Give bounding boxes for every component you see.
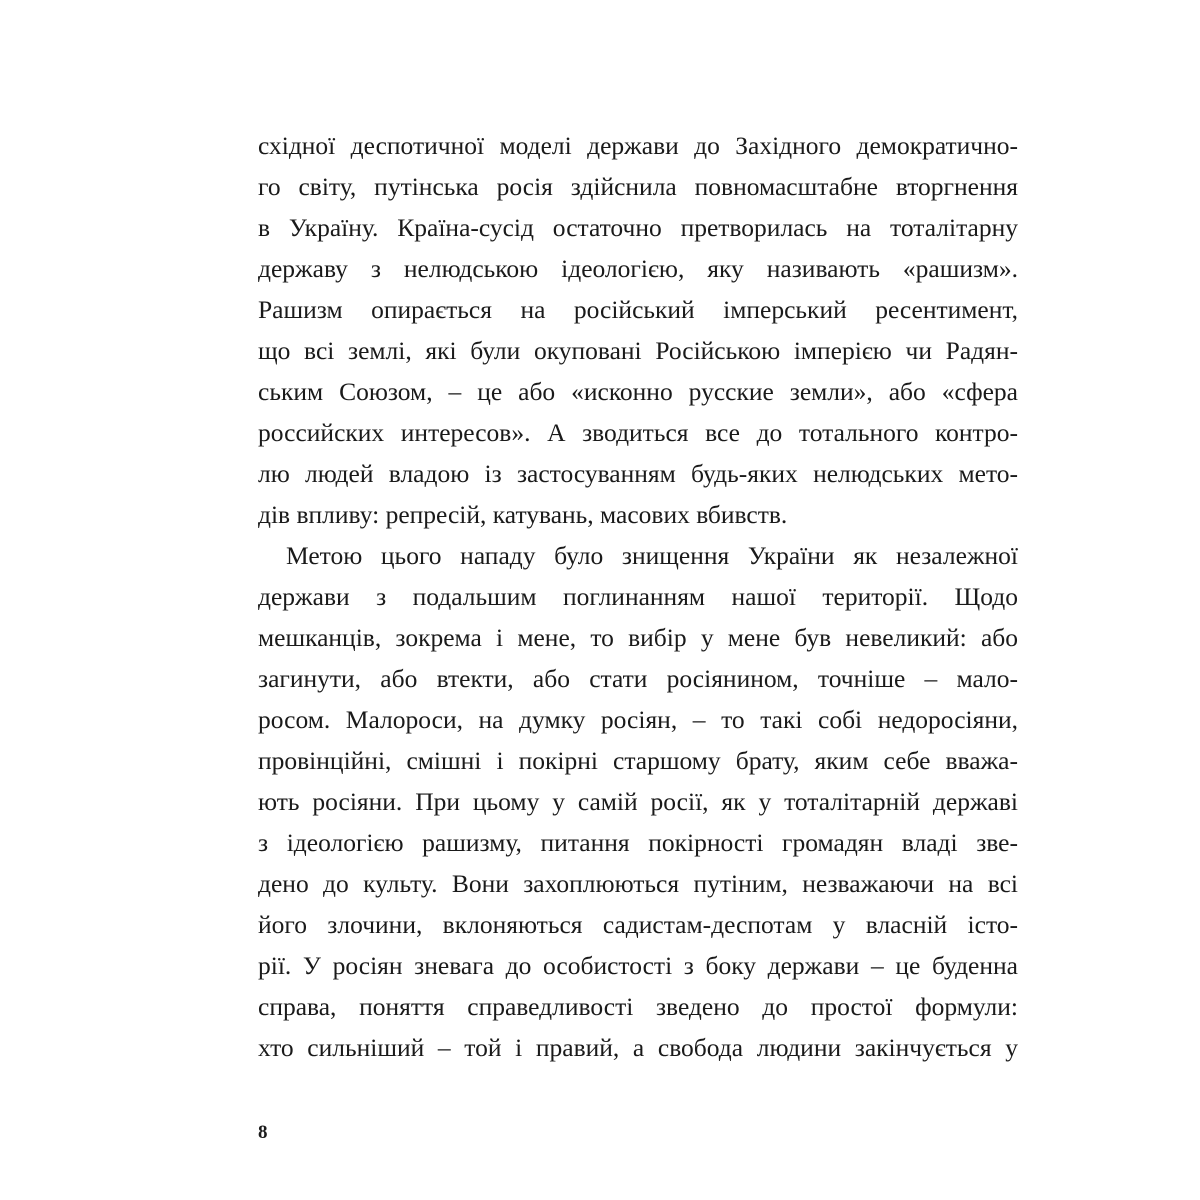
text-line: мешканців, зокрема і мене, то вибір у мене був невеликий: або bbox=[258, 623, 1018, 652]
text-line: ють росіяни. При цьому у самій росії, як у тоталітарній державі bbox=[258, 787, 1018, 816]
text-line: з ідеологією рашизму, питання покірності громадян владі зве- bbox=[258, 828, 1018, 857]
text-line: российских интересов». А зводиться все до тотального контро- bbox=[258, 418, 1018, 447]
text-line: дів впливу: репресій, катувань, масових вбивств. bbox=[258, 500, 788, 529]
text-line: держави з подальшим поглинанням нашої території. Щодо bbox=[258, 582, 1018, 611]
text-line: провінційні, смішні і покірні старшому брату, яким себе вважа- bbox=[258, 746, 1018, 775]
text-line: його злочини, вклоняються садистам-деспотам у власній істо- bbox=[258, 910, 1018, 939]
paragraph-2 bbox=[258, 535, 1018, 1068]
text-line: Метою цього нападу було знищення України як незалежної bbox=[286, 541, 1018, 570]
text-line: рії. У росіян зневага до особистості з боку держави – це буденна bbox=[258, 951, 1018, 980]
text-line: ським Союзом, – це або «исконно русские земли», або «сфера bbox=[258, 377, 1018, 406]
text-line: лю людей владою із застосуванням будь-яких нелюдських мето- bbox=[258, 459, 1018, 488]
text-line: що всі землі, які були окуповані Російською імперією чи Радян- bbox=[258, 336, 1018, 365]
text-line: дено до культу. Вони захоплюються путіним, незважаючи на всі bbox=[258, 869, 1018, 898]
text-line: в Україну. Країна-сусід остаточно претворилась на тоталітарну bbox=[258, 213, 1018, 242]
body-text bbox=[258, 125, 1018, 1068]
text-line: хто сильніший – той і правий, а свобода людини закінчується у bbox=[258, 1033, 1018, 1062]
text-line: державу з нелюдською ідеологією, яку називають «рашизм». bbox=[258, 254, 1018, 283]
page-number: 8 bbox=[258, 1122, 268, 1143]
paragraph-1 bbox=[258, 125, 1018, 535]
text-line: східної деспотичної моделі держави до Західного демократично- bbox=[258, 131, 1018, 160]
text-line: справа, поняття справедливості зведено до простої формули: bbox=[258, 992, 1018, 1021]
text-line: го світу, путінська росія здійснила повномасштабне вторгнення bbox=[258, 172, 1018, 201]
text-line: Рашизм опирається на російський імперський ресентимент, bbox=[258, 295, 1018, 324]
text-line: росом. Малороси, на думку росіян, – то такі собі недоросіяни, bbox=[258, 705, 1018, 734]
text-line: загинути, або втекти, або стати росіянином, точніше – мало- bbox=[258, 664, 1018, 693]
